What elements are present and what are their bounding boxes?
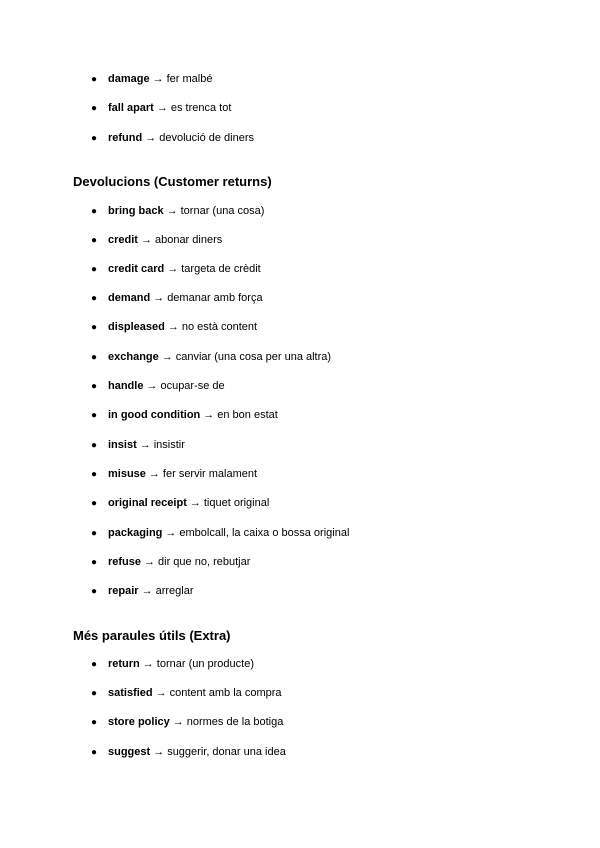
list-item xyxy=(91,526,349,541)
translation: es trenca tot xyxy=(170,102,232,114)
translation: fer malbé xyxy=(166,73,213,85)
term: repair xyxy=(108,585,139,597)
arrow-icon: → xyxy=(172,716,184,728)
translation: fer servir malament xyxy=(162,468,258,480)
section-heading: Més paraules útils (Extra) xyxy=(73,628,231,643)
term: demand xyxy=(108,292,151,304)
translation: embolcall, la caixa o bossa original xyxy=(179,527,350,539)
arrow-icon: → xyxy=(142,658,154,670)
term: insist xyxy=(108,439,137,451)
term: refuse xyxy=(108,556,142,568)
list-item xyxy=(91,408,278,423)
bullet-icon: ● xyxy=(91,133,98,144)
bullet-icon: ● xyxy=(91,264,98,275)
translation: abonar diners xyxy=(154,234,223,246)
list-item xyxy=(91,350,331,365)
term: handle xyxy=(108,380,144,392)
list-item xyxy=(91,291,263,306)
list-item xyxy=(91,715,283,730)
bullet-icon: ● xyxy=(91,381,98,392)
term: misuse xyxy=(108,468,146,480)
term: fall apart xyxy=(108,102,154,114)
arrow-icon: → xyxy=(153,746,165,758)
bullet-icon: ● xyxy=(91,103,98,114)
arrow-icon: → xyxy=(139,439,151,451)
arrow-icon: → xyxy=(152,73,164,85)
list-item xyxy=(91,320,257,335)
term: credit xyxy=(108,234,138,246)
arrow-icon: → xyxy=(166,205,178,217)
translation: arreglar xyxy=(155,585,194,597)
list-item xyxy=(91,657,254,672)
arrow-icon: → xyxy=(167,321,179,333)
translation: devolució de diners xyxy=(159,132,255,144)
term: displeased xyxy=(108,321,165,333)
translation: tiquet original xyxy=(203,497,270,509)
arrow-icon: → xyxy=(203,409,215,421)
arrow-icon: → xyxy=(144,556,156,568)
term: damage xyxy=(108,73,150,85)
translation: content amb la compra xyxy=(169,687,282,699)
translation: insistir xyxy=(153,439,185,451)
bullet-icon: ● xyxy=(91,293,98,304)
bullet-icon: ● xyxy=(91,528,98,539)
term: satisfied xyxy=(108,687,153,699)
bullet-icon: ● xyxy=(91,440,98,451)
bullet-icon: ● xyxy=(91,206,98,217)
bullet-icon: ● xyxy=(91,235,98,246)
term: exchange xyxy=(108,351,159,363)
term: credit card xyxy=(108,263,165,275)
arrow-icon: → xyxy=(146,380,158,392)
term: bring back xyxy=(108,205,164,217)
list-item xyxy=(91,496,269,511)
bullet-icon: ● xyxy=(91,586,98,597)
translation: en bon estat xyxy=(217,409,278,421)
list-item xyxy=(91,262,261,277)
bullet-icon: ● xyxy=(91,717,98,728)
translation: demanar amb força xyxy=(167,292,263,304)
term: original receipt xyxy=(108,497,187,509)
list-item xyxy=(91,555,250,570)
translation: no està content xyxy=(181,321,258,333)
list-item xyxy=(91,584,193,599)
bullet-icon: ● xyxy=(91,498,98,509)
list-item xyxy=(91,131,254,146)
bullet-icon: ● xyxy=(91,747,98,758)
translation: canviar (una cosa per una altra) xyxy=(175,351,332,363)
list-item xyxy=(91,438,185,453)
list-item xyxy=(91,686,282,701)
term: in good condition xyxy=(108,409,201,421)
list-item xyxy=(91,101,231,116)
bullet-icon: ● xyxy=(91,352,98,363)
arrow-icon: → xyxy=(165,527,177,539)
term: refund xyxy=(108,132,143,144)
arrow-icon: → xyxy=(140,234,152,246)
arrow-icon: → xyxy=(148,468,160,480)
bullet-icon: ● xyxy=(91,469,98,480)
list-item xyxy=(91,745,286,760)
translation: dir que no, rebutjar xyxy=(158,556,251,568)
term: return xyxy=(108,658,140,670)
bullet-icon: ● xyxy=(91,688,98,699)
arrow-icon: → xyxy=(161,351,173,363)
arrow-icon: → xyxy=(153,292,165,304)
arrow-icon: → xyxy=(167,263,179,275)
list-item xyxy=(91,379,225,394)
arrow-icon: → xyxy=(141,585,153,597)
translation: normes de la botiga xyxy=(186,716,284,728)
list-item xyxy=(91,467,257,482)
translation: tornar (una cosa) xyxy=(180,205,265,217)
translation: ocupar-se de xyxy=(160,380,225,392)
bullet-icon: ● xyxy=(91,557,98,568)
bullet-icon: ● xyxy=(91,74,98,85)
arrow-icon: → xyxy=(145,132,157,144)
term: store policy xyxy=(108,716,170,728)
translation: suggerir, donar una idea xyxy=(167,746,286,758)
translation: tornar (un producte) xyxy=(156,658,254,670)
arrow-icon: → xyxy=(189,497,201,509)
list-item xyxy=(91,204,264,219)
arrow-icon: → xyxy=(156,102,168,114)
bullet-icon: ● xyxy=(91,322,98,333)
section-heading: Devolucions (Customer returns) xyxy=(73,174,272,189)
list-item xyxy=(91,72,212,87)
translation: targeta de crèdit xyxy=(181,263,261,275)
term: suggest xyxy=(108,746,151,758)
arrow-icon: → xyxy=(155,687,167,699)
list-item xyxy=(91,233,222,248)
term: packaging xyxy=(108,527,163,539)
bullet-icon: ● xyxy=(91,659,98,670)
bullet-icon: ● xyxy=(91,410,98,421)
